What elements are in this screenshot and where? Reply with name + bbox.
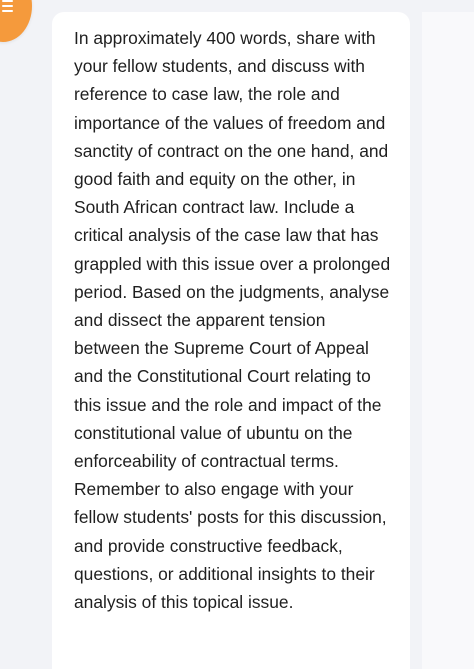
discussion-prompt-card: [52, 12, 410, 669]
menu-button[interactable]: [0, 0, 32, 42]
discussion-prompt-text: In approximately 400 words, share with your fellow students, and discuss with reference to case law, the role and importance of the values of freedom and sanctity of contract on the one hand, and good faith and equity on the other, in South African contract law. Include a critical analysis of the case law that has grappled with this issue over a prolonged period. Based on the judgments, analyse and dissect the apparent tension between the Supreme Court of Appeal and the Constitutional Court relating to this issue and the role and impact of the constitutional value of ubuntu on the enforceability of contractual terms. Remember to also engage with your fellow students' posts for this discussion, and provide constructive feedback, questions, or additional insights to their analysis of this topical issue.: [74, 28, 391, 613]
side-panel: [422, 12, 474, 669]
hamburger-menu-icon: [2, 0, 14, 14]
